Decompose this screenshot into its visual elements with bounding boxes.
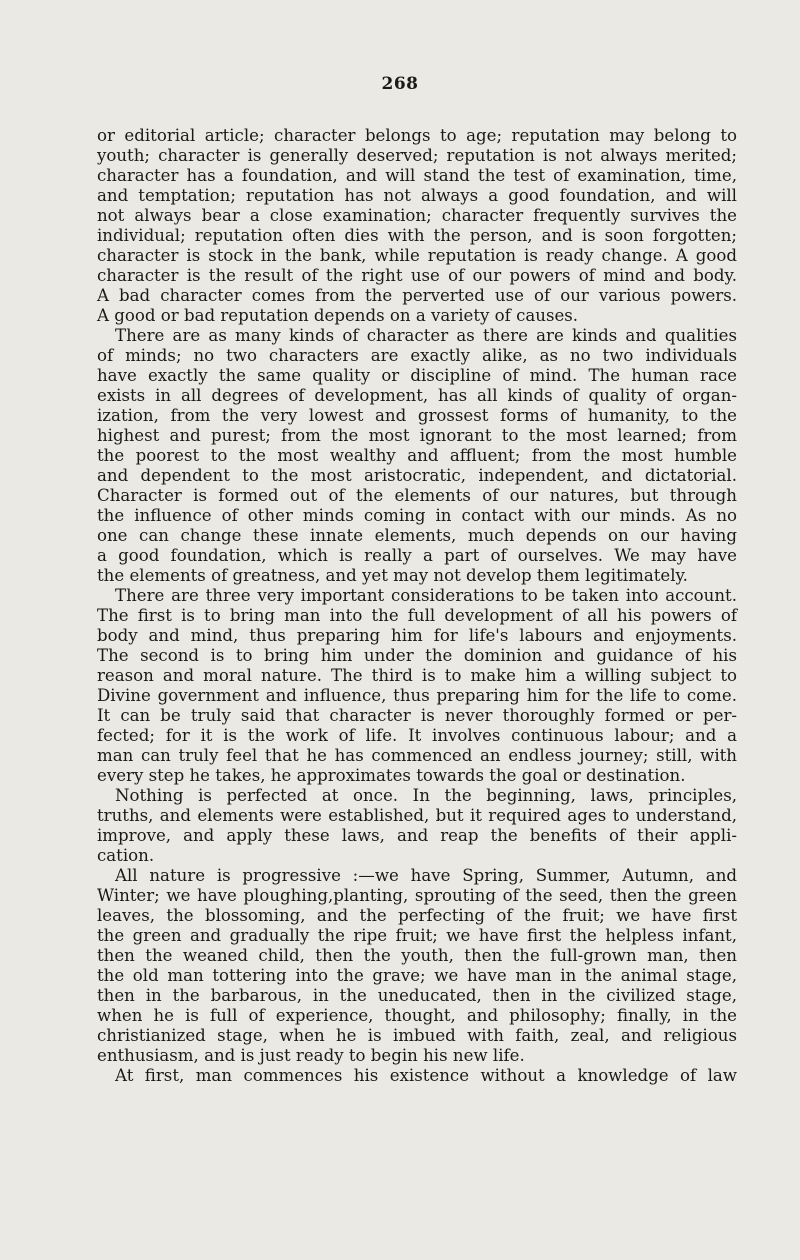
- text-line: or editorial article; character belongs to age; reputation may belong to: [97, 126, 737, 145]
- text-line: the elements of greatness, and yet may not develop them legitimately.: [97, 566, 688, 585]
- text-line: enthusiasm, and is just ready to begin his new life.: [97, 1046, 525, 1065]
- text-line: Winter; we have ploughing,planting, sprouting of the seed, then the green: [97, 886, 737, 905]
- text-line: one can change these innate elements, much depends on our having: [97, 526, 737, 545]
- text-line: then in the barbarous, in the uneducated, then in the civilized stage,: [97, 986, 737, 1005]
- text-line: Divine government and influence, thus preparing him for the life to come.: [97, 686, 737, 705]
- text-line: reason and moral nature. The third is to make him a willing subject to: [97, 666, 737, 685]
- text-line: character has a foundation, and will stand the test of examination, time,: [97, 166, 737, 185]
- text-line: man can truly feel that he has commenced an endless journey; still, with: [97, 746, 737, 765]
- text-line: character is stock in the bank, while reputation is ready change. A good: [97, 246, 737, 265]
- text-line: every step he takes, he approximates towards the goal or destination.: [97, 766, 686, 785]
- text-line: highest and purest; from the most ignorant to the most learned; from: [97, 426, 737, 445]
- text-line: body and mind, thus preparing him for life's labours and enjoyments.: [97, 626, 737, 645]
- text-line: individual; reputation often dies with the person, and is soon forgotten;: [97, 226, 737, 245]
- text-line: There are three very important considerations to be taken into account.: [115, 586, 737, 605]
- text-line: the influence of other minds coming in contact with our minds. As no: [97, 506, 737, 525]
- text-line: youth; character is generally deserved; reputation is not always merited;: [97, 146, 737, 165]
- text-line: the old man tottering into the grave; we have man in the animal stage,: [97, 966, 737, 985]
- text-line: Character is formed out of the elements of our natures, but through: [97, 486, 737, 505]
- text-line: leaves, the blossoming, and the perfecting of the fruit; we have first: [97, 906, 737, 925]
- text-line: The first is to bring man into the full development of all his powers of: [97, 606, 737, 625]
- text-line: then the weaned child, then the youth, then the full-grown man, then: [97, 946, 737, 965]
- text-line: and temptation; reputation has not always a good foundation, and will: [97, 186, 737, 205]
- text-line: when he is full of experience, thought, and philosophy; finally, in the: [97, 1006, 737, 1025]
- text-line: not always bear a close examination; character frequently survives the: [97, 206, 737, 225]
- text-line: It can be truly said that character is never thoroughly formed or per-: [97, 706, 737, 725]
- text-line: Nothing is perfected at once. In the beginning, laws, principles,: [115, 786, 737, 805]
- text-line: There are as many kinds of character as there are kinds and qualities: [115, 326, 737, 345]
- text-line: cation.: [97, 846, 155, 865]
- text-line: improve, and apply these laws, and reap the benefits of their appli-: [97, 826, 737, 845]
- text-line: of minds; no two characters are exactly alike, as no two individuals: [97, 346, 737, 365]
- text-line: The second is to bring him under the dominion and guidance of his: [97, 646, 737, 665]
- text-line: A good or bad reputation depends on a variety of causes.: [97, 306, 579, 325]
- text-line: christianized stage, when he is imbued with faith, zeal, and religious: [97, 1026, 737, 1045]
- body-text: [97, 126, 737, 1086]
- text-line: ization, from the very lowest and grossest forms of humanity, to the: [97, 406, 737, 425]
- text-line: the green and gradually the ripe fruit; we have first the helpless infant,: [97, 926, 737, 945]
- text-line: and dependent to the most aristocratic, independent, and dictatorial.: [97, 466, 737, 485]
- page-number: 268: [381, 74, 419, 94]
- text-line: a good foundation, which is really a part of ourselves. We may have: [97, 546, 737, 565]
- text-line: character is the result of the right use of our powers of mind and body.: [97, 266, 737, 285]
- text-line: have exactly the same quality or discipline of mind. The human race: [97, 366, 737, 385]
- text-line: All nature is progressive :—we have Spring, Summer, Autumn, and: [115, 866, 737, 885]
- text-line: exists in all degrees of development, has all kinds of quality of organ-: [97, 386, 737, 405]
- text-line: fected; for it is the work of life. It involves continuous labour; and a: [97, 726, 737, 745]
- text-line: A bad character comes from the perverted use of our various powers.: [97, 286, 737, 305]
- text-line: the poorest to the most wealthy and affluent; from the most humble: [97, 446, 737, 465]
- text-line: At first, man commences his existence without a knowledge of law: [115, 1066, 737, 1085]
- text-line: truths, and elements were established, but it required ages to understand,: [97, 806, 737, 825]
